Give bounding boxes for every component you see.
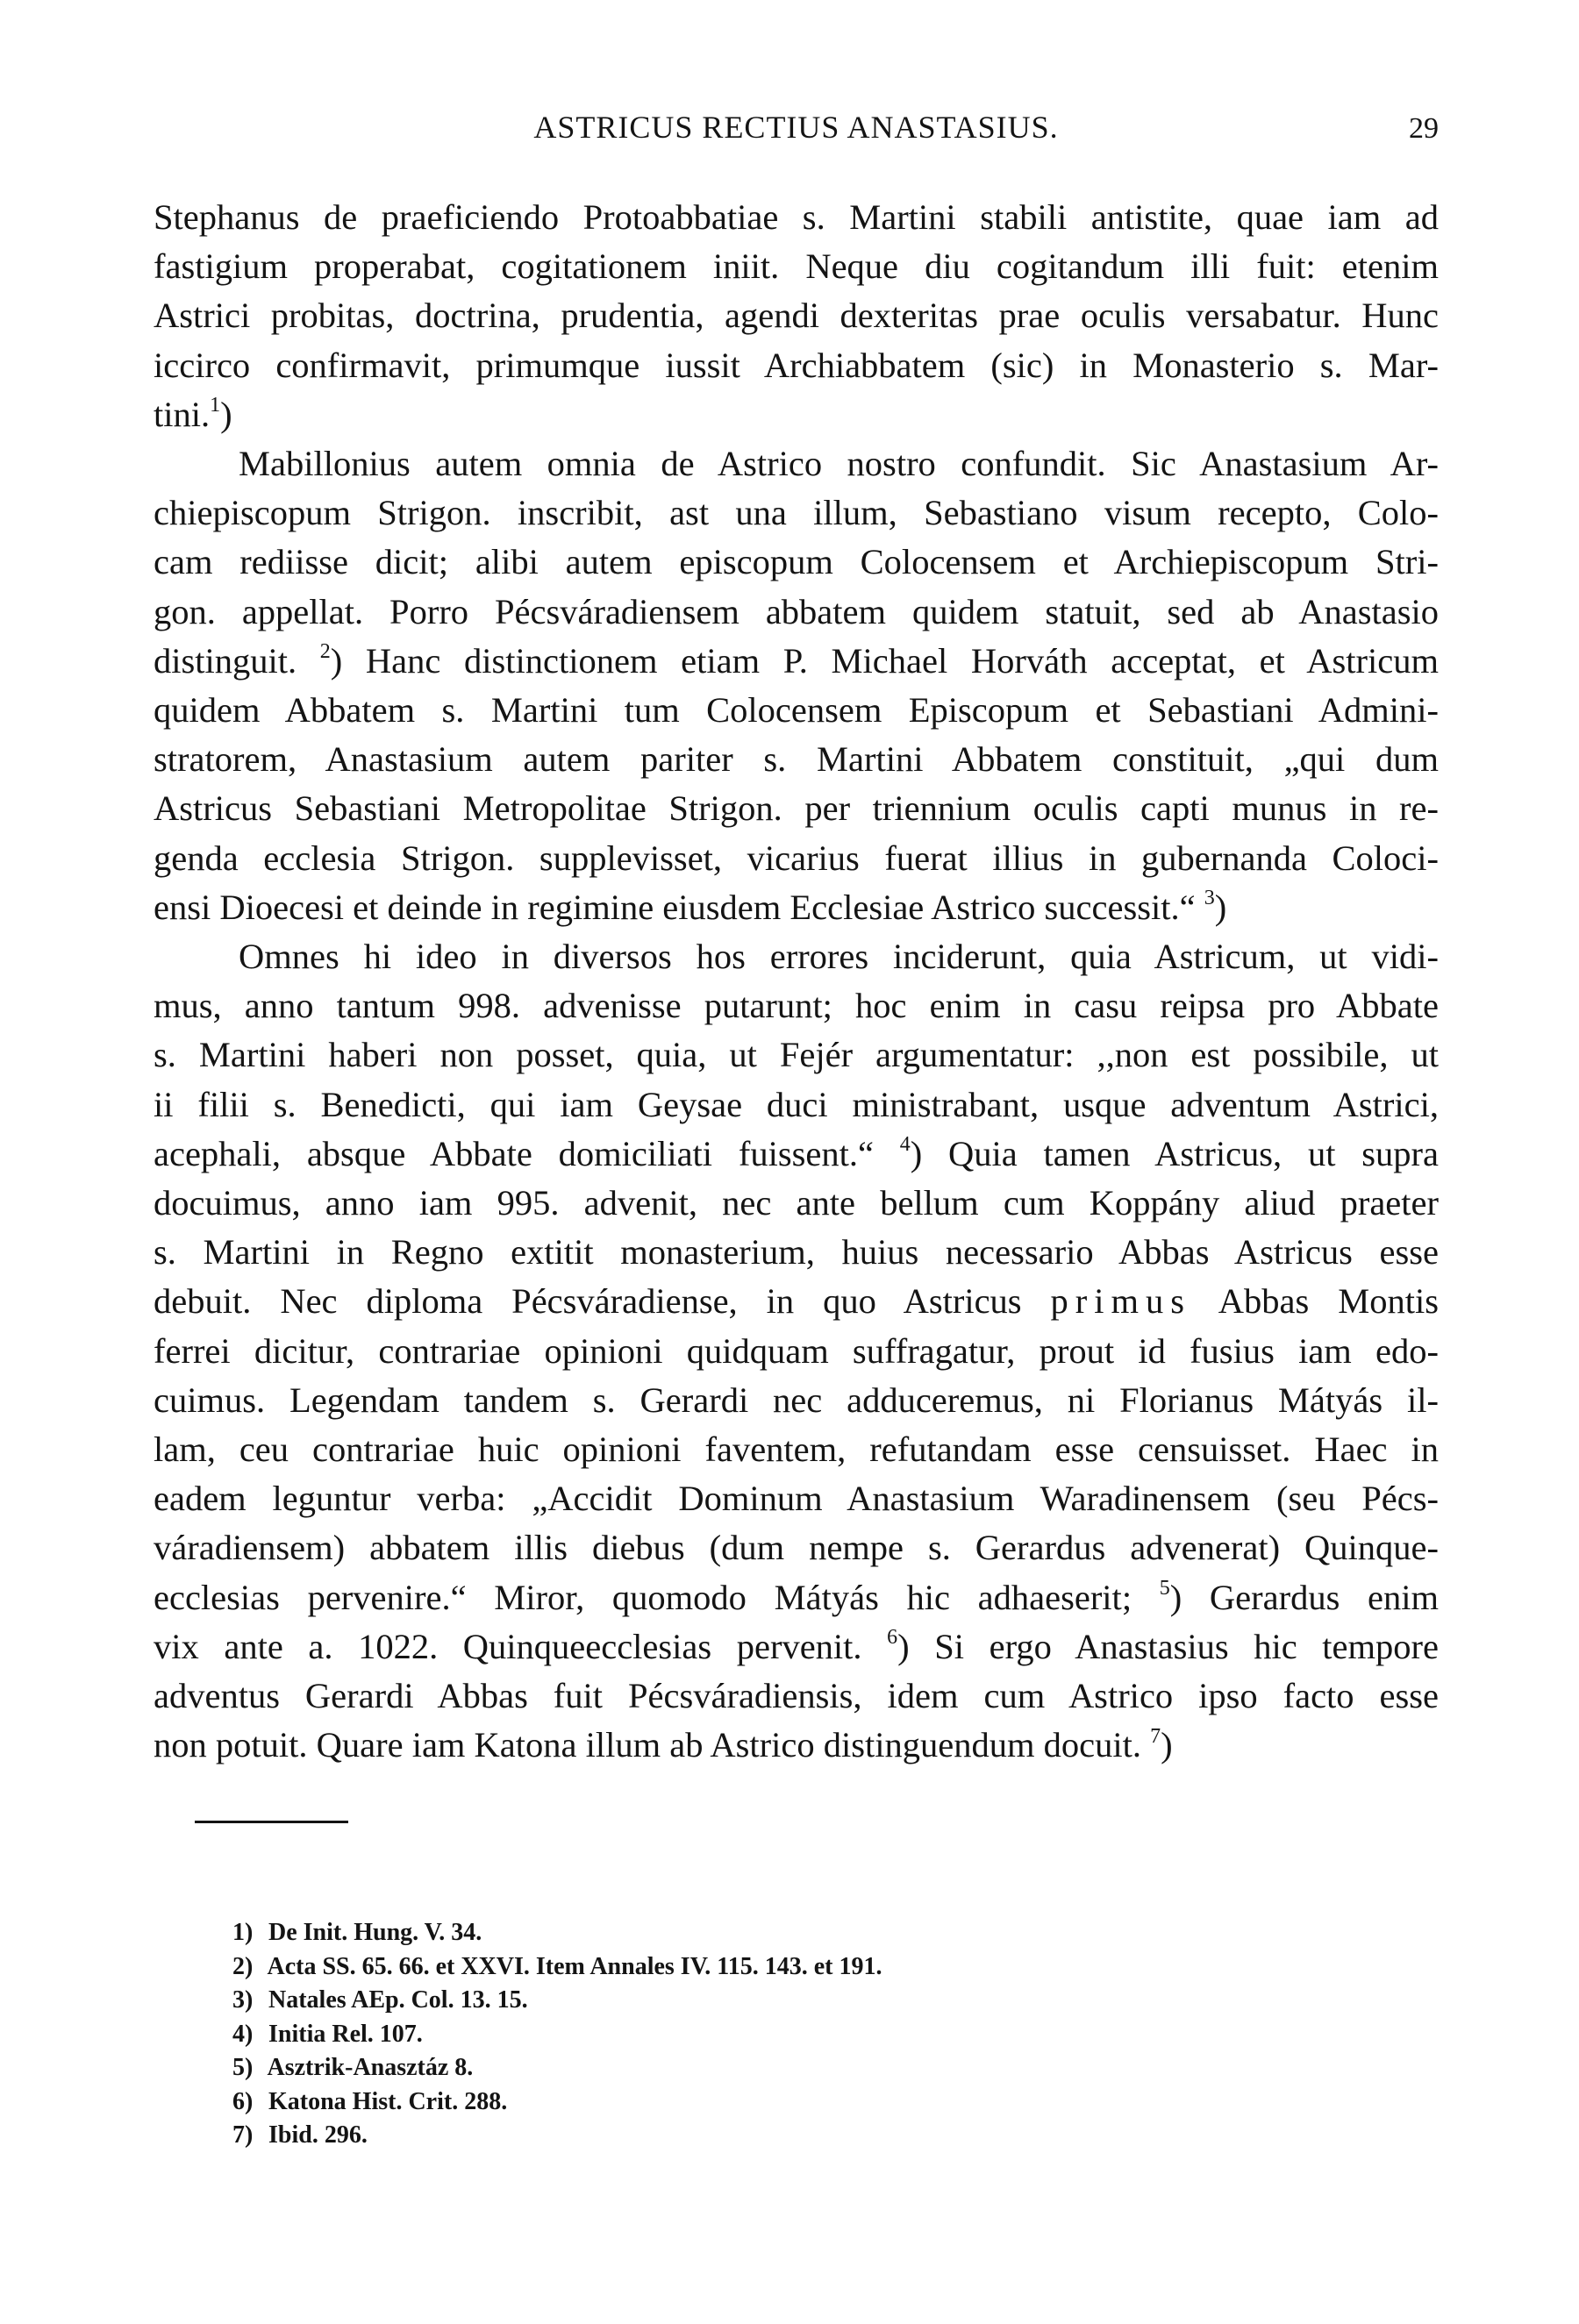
text-line: quidem Abbatem s. Martini tum Colocensem Episcopum et Sebastiani Admini- xyxy=(154,690,1439,731)
page-number: 29 xyxy=(1409,112,1439,145)
footnote-ref: 5 xyxy=(1159,1577,1170,1600)
text-line: chiepiscopum Strigon. inscribit, ast una illum, Sebastiano visum recepto, Colo- xyxy=(154,493,1439,533)
footnote-ref: 4 xyxy=(899,1133,911,1157)
footnote: 2) Acta SS. 65. 66. et XXVI. Item Annales IV. 115. 143. et 191. xyxy=(232,1950,1373,1985)
text-line: tini.$^1$) xyxy=(154,394,232,434)
text-line: genda ecclesia Strigon. supplevisset, vicarius fuerat illius in gubernanda Coloci- xyxy=(154,838,1439,878)
text-line: Astricus Sebastiani Metropolitae Strigon. per triennium oculis capti munus in re- xyxy=(154,788,1439,829)
footnote: 3) Natales AEp. Col. 13. 15. xyxy=(232,1984,1373,2018)
footnotes xyxy=(232,1916,1373,2153)
footnote-ref: 1 xyxy=(210,394,221,417)
page-header xyxy=(154,109,1439,154)
footnote: 6) Katona Hist. Crit. 288. xyxy=(232,2085,1373,2120)
text-line: distinguit. $^2$) Hanc distinctionem etiam P. Michael Horváth acceptat, et Astricum xyxy=(154,640,1439,681)
footnote-ref: 2 xyxy=(319,640,331,664)
footnote-number: 3) xyxy=(232,1986,254,2014)
running-title: ASTRICUS RECTIUS ANASTASIUS. xyxy=(533,110,1059,145)
text-line: ensi Dioecesi et deinde in regimine eiusdem Ecclesiae Astrico successit.“ $^3$) xyxy=(154,887,1227,927)
text-line: Mabillonius autem omnia de Astrico nostro confundit. Sic Anastasium Ar- xyxy=(239,444,1439,484)
text-line: eadem leguntur verba: „Accidit Dominum Anastasium Waradinensem (seu Pécs- xyxy=(154,1479,1439,1519)
footnote-number: 6) xyxy=(232,2087,254,2115)
text-line: debuit. Nec diploma Pécsváradiense, in quo Astricus primus Abbas Montis xyxy=(154,1281,1439,1322)
text-line: Stephanus de praeficiendo Protoabbatiae s. Martini stabili antistite, quae iam ad xyxy=(154,197,1439,237)
text-line: lam, ceu contrariae huic opinioni faventem, refutandam esse censuisset. Haec in xyxy=(154,1429,1439,1470)
text-line: acephali, absque Abbate domiciliati fuissent.“ $^4$) Quia tamen Astricus, ut supra xyxy=(154,1133,1439,1173)
footnote-ref: 3 xyxy=(1204,887,1215,910)
footnote: 4) Initia Rel. 107. xyxy=(232,2018,1373,2052)
text-line: vix ante a. 1022. Quinqueecclesias pervenit. $^6$) Si ergo Anastasius hic tempore xyxy=(154,1626,1439,1666)
text-line: váradiensem) abbatem illis diebus (dum nempe s. Gerardus advenerat) Quinque- xyxy=(154,1528,1439,1568)
text-line: mus, anno tantum 998. advenisse putarunt; hoc enim in casu reipsa pro Abbate xyxy=(154,986,1439,1026)
text-line: ii filii s. Benedicti, qui iam Geysae duci ministrabant, usque adventum Astrici, xyxy=(154,1084,1439,1124)
text-line: stratorem, Anastasium autem pariter s. Martini Abbatem constituit, „qui dum xyxy=(154,739,1439,780)
footnote-number: 1) xyxy=(232,1919,254,1946)
text-line: Astrici probitas, doctrina, prudentia, agendi dexteritas prae oculis versabatur. Hunc xyxy=(154,296,1439,336)
text-line: s. Martini haberi non posset, quia, ut Fejér argumentatur: ,,non est possibile, ut xyxy=(154,1035,1439,1075)
text-line: non potuit. Quare iam Katona illum ab Astrico distinguendum docuit. $^7$) xyxy=(154,1724,1173,1765)
text-line: cuimus. Legendam tandem s. Gerardi nec adduceremus, ni Florianus Mátyás il- xyxy=(154,1379,1439,1420)
text-line: Omnes hi ideo in diversos hos errores inciderunt, quia Astricum, ut vidi- xyxy=(239,937,1439,977)
text-line: gon. appellat. Porro Pécsváradiensem abbatem quidem statuit, sed ab Anastasio xyxy=(154,591,1439,631)
text-line: adventus Gerardi Abbas fuit Pécsváradiensis, idem cum Astrico ipso facto esse xyxy=(154,1676,1439,1716)
footnote-divider xyxy=(195,1821,348,1823)
footnote: 7) Ibid. 296. xyxy=(232,2119,1373,2153)
text-line: ecclesias pervenire.“ Miror, quomodo Mátyás hic adhaeserit; $^5$) Gerardus enim xyxy=(154,1577,1440,1617)
footnote: 1) De Init. Hung. V. 34. xyxy=(232,1916,1373,1950)
spaced-word: primus xyxy=(1050,1281,1192,1322)
text-line: docuimus, anno iam 995. advenit, nec ante bellum cum Koppány aliud praeter xyxy=(154,1183,1439,1223)
footnote: 5) Asztrik-Anasztáz 8. xyxy=(232,2051,1373,2085)
footnote-number: 7) xyxy=(232,2121,254,2149)
footnote-ref: 6 xyxy=(887,1626,898,1650)
footnote-ref: 7 xyxy=(1150,1724,1161,1748)
footnote-number: 5) xyxy=(232,2054,254,2081)
text-line: iccirco confirmavit, primumque iussit Archiabbatem (sic) in Monasterio s. Mar- xyxy=(154,345,1439,385)
text-line: ferrei dicitur, contrariae opinioni quidquam suffragatur, prout id fusius iam edo- xyxy=(154,1330,1439,1371)
text-line: cam rediisse dicit; alibi autem episcopum Colocensem et Archiepiscopum Stri- xyxy=(154,542,1439,582)
footnote-number: 2) xyxy=(232,1952,254,1980)
body-text xyxy=(154,193,1439,1771)
text-line: fastigium properabat, cogitationem iniit. Neque diu cogitandum illi fuit: etenim xyxy=(154,246,1439,287)
text-line: s. Martini in Regno extitit monasterium, huius necessario Abbas Astricus esse xyxy=(154,1232,1439,1272)
footnote-number: 4) xyxy=(232,2020,254,2048)
